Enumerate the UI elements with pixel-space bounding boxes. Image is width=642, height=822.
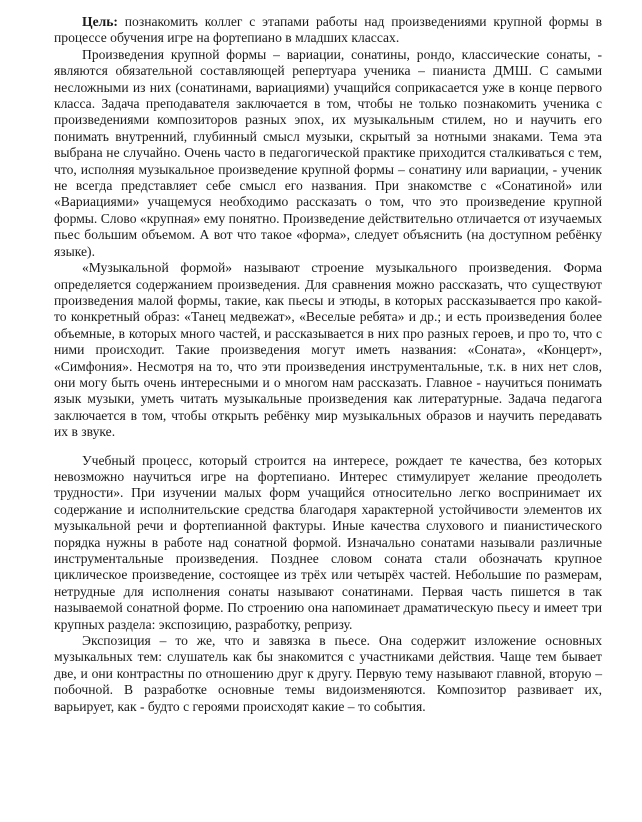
document-body [54,14,602,715]
goal-text: познакомить коллег с этапами работы над произведениями крупной формы в процессе обучения игре на фортепиано в младших классах. [54,14,602,46]
paragraph-large-forms: Произведения крупной формы – вариации, сонатины, рондо, классические сонаты, - являются обязательной составляющей репертуара ученика – пианиста ДМШ. С самыми несложными из них (сонатинами, вариациями) учащийся соприкасается уже в конце первого класса. Задача преподавателя заключается в том, чтобы не только познакомить ученика с произведениями композиторов разных эпох, их музыкальным стилем, но и научить его понимать внутренний, глубинный смысл музыки, скрытый за нотными знаками. Тема эта выбрана не случайно. Очень часто в педагогической практике приходится сталкиваться с тем, что, исполняя музыкальное произведение крупной формы – сонатину или вариации, - ученик не всегда представляет себе смысл его названия. При знакомстве с «Сонатиной» или «Вариациями» учащемуся необходимо рассказать о том, что это произведение крупной формы. Слово «крупная» ему понятно. Произведение действительно отличается от изучаемых пьес большим объемом. А вот что такое «форма», следует объяснить (на доступном ребёнку языке). [54,46,603,259]
paragraph-musical-form: «Музыкальной формой» называют строение музыкального произведения. Форма определяется содержанием произведения. Для сравнения можно рассказать, что существуют произведения малой формы, такие, как пьесы и этюды, в которых рассказывается про какой- то конкретный образ: «Танец медвежат», «Веселые ребята» и др.; и есть произведения более объемные, в которых много частей, и рассказывается в них про разных героев, и про то, что с ними происходит. Такие произведения могут иметь названия: «Соната», «Концерт», «Симфония». Несмотря на то, что эти произведения инструментальные, т.к. в них нет слов, они могу быть очень интересными и о многом нам рассказать. Главное - научиться понимать язык музыки, уметь читать музыкальные произведения как литературные. Задача педагога заключается в том, чтобы открыть ребёнку мир музыкальных образов и научить передавать их в звуке. [54,260,602,440]
paragraph-learning-process: Учебный процесс, который строится на интересе, рождает те качества, без которых невозможно научиться игре на фортепиано. Интерес стимулирует желание преодолеть трудности». При изучении малых форм учащийся относительно легко воспринимает их содержание и исполнительские средства благодаря характерной устойчивости элементов их музыкальной речи и фортепианной фактуры. Иные качества слухового и пианистического порядка нужны в работе над сонатной формой. Изначально сонатами называли различные инструментальные произведения. Позднее словом соната стали обозначать крупное циклическое произведение, состоящее из трёх или четырёх частей. Небольшие по размерам, нетрудные для исполнения сонаты называют сонатинами. Первая часть пишется в так называемой сонатной форме. По строению она напоминает драматическую пьесу и имеет три крупных раздела: экспозицию, разработку, репризу. [54,452,602,632]
paragraph-exposition: Экспозиция – то же, что и завязка в пьесе. Она содержит изложение основных музыкальных тем: слушатель как бы знакомится с участниками действия. Чаще тем бывает две, и они контрастны по отношению друг к другу. Первую тему называют главной, вторую – побочной. В разработке основные темы видоизменяются. Композитор развивает их, варьирует, как - будто с героями происходят какие – то события. [54,633,602,714]
goal-paragraph [54,14,602,47]
goal-label: Цель: [82,14,118,29]
